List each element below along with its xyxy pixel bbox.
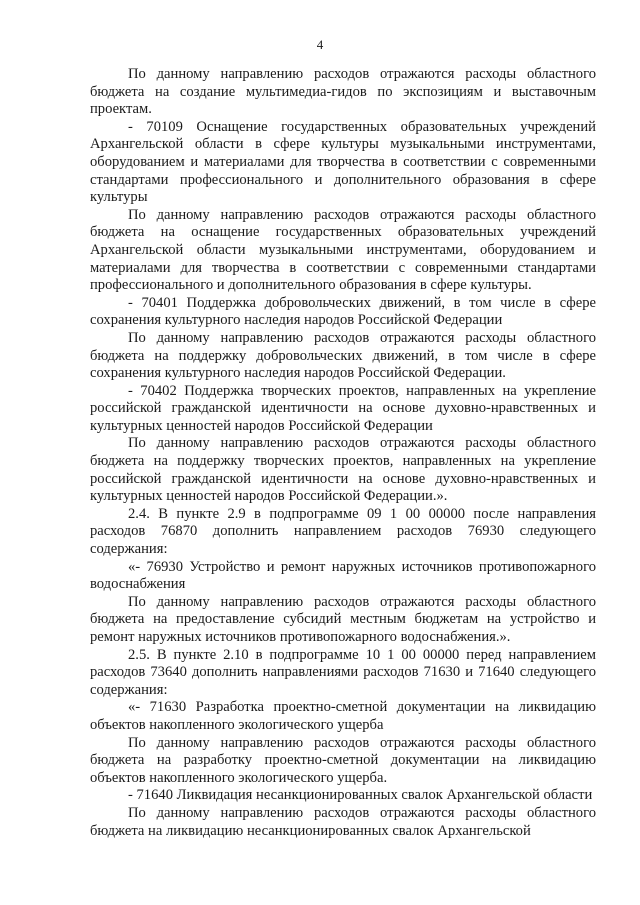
paragraph: По данному направлению расходов отражаются расходы областного бюджета на ликвидацию несанкционированных свалок Архангельской [90, 804, 596, 839]
document-body [90, 66, 596, 840]
paragraph: По данному направлению расходов отражаются расходы областного бюджета на поддержку творческих проектов, направленных на укрепление российской гражданской идентичности на основе духовно-нравственных и культурных ценностей народов Российской Федерации.». [90, 435, 596, 505]
paragraph: По данному направлению расходов отражаются расходы областного бюджета на разработку проектно-сметной документации на ликвидацию объектов накопленного экологического ущерба. [90, 734, 596, 786]
page-number: 4 [316, 37, 324, 52]
paragraph: - 71640 Ликвидация несанкционированных свалок Архангельской области [128, 787, 593, 804]
paragraph: «- 76930 Устройство и ремонт наружных источников противопожарного водоснабжения [90, 558, 596, 593]
paragraph: - 70401 Поддержка добровольческих движений, в том числе в сфере сохранения культурного наследия народов Российской Федерации [90, 294, 596, 329]
paragraph: «- 71630 Разработка проектно-сметной документации на ликвидацию объектов накопленного экологического ущерба [90, 699, 596, 733]
paragraph: - 70109 Оснащение государственных образовательных учреждений Архангельской области в сфере культуры музыкальными инструментами, оборудованием и материалами для творчества в соответствии с современными стандартами профессионального и дополнительного образования в сфере культуры [90, 118, 596, 206]
paragraph: - 70402 Поддержка творческих проектов, направленных на укрепление российской гражданской идентичности на основе духовно-нравственных и культурных ценностей народов Российской Федерации [90, 382, 596, 434]
paragraph: По данному направлению расходов отражаются расходы областного бюджета на поддержку добровольческих движений, в том числе в сфере сохранения культурного наследия народов Российской Федерации. [90, 329, 596, 382]
paragraph: 2.4. В пункте 2.9 в подпрограмме 09 1 00 00000 после направления расходов 76870 дополнить направлением расходов 76930 следующего содержания: [90, 505, 596, 558]
paragraph: По данному направлению расходов отражаются расходы областного бюджета на создание мультимедиа-гидов по экспозициям и выставочным проектам. [90, 66, 596, 118]
paragraph: По данному направлению расходов отражаются расходы областного бюджета на предоставление субсидий местным бюджетам на устройство и ремонт наружных источников противопожарного водоснабжения.». [90, 593, 596, 645]
paragraph: По данному направлению расходов отражаются расходы областного бюджета на оснащение государственных образовательных учреждений Архангельской области музыкальными инструментами, оборудованием и материалами для творчества в соответствии с современными стандартами профессионального и дополнительного образования в сфере культуры. [90, 206, 596, 294]
paragraph: 2.5. В пункте 2.10 в подпрограмме 10 1 00 00000 перед направлением расходов 73640 дополнить направлениями расходов 71630 и 71640 следующего содержания: [90, 646, 596, 698]
